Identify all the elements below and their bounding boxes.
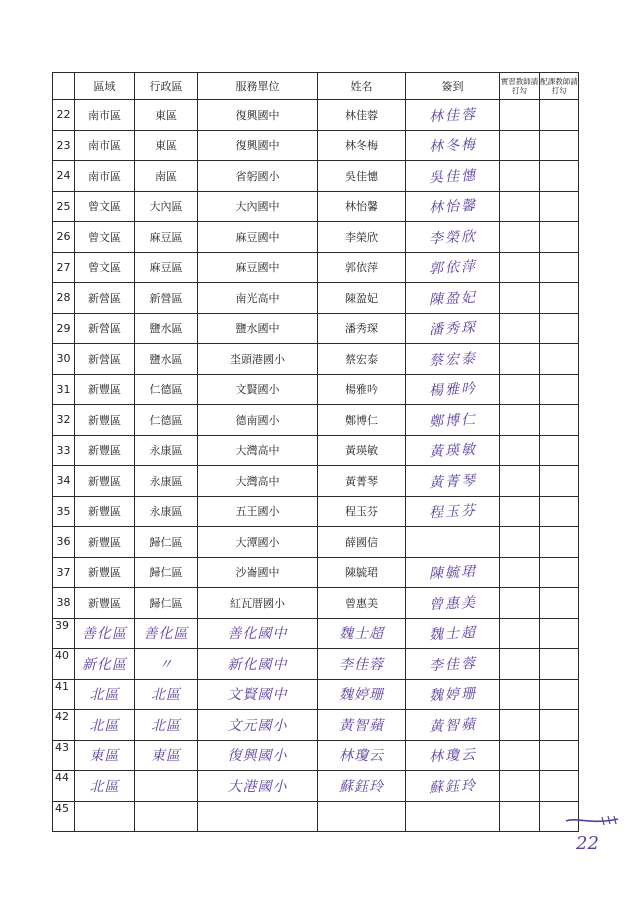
course-check-cell	[540, 679, 579, 710]
signature: 陳盈妃	[428, 289, 477, 308]
cell-sign	[406, 618, 500, 649]
intern-check-cell	[500, 710, 540, 741]
signature: 林瓊云	[428, 747, 477, 766]
cell-district	[75, 679, 135, 710]
signature: 吳佳憓	[428, 167, 477, 186]
handwritten-district: 東區	[89, 748, 120, 765]
cell-name	[318, 771, 406, 802]
cell-district: 新豐區	[75, 588, 135, 619]
handwritten-name: 李佳蓉	[339, 656, 384, 673]
cell-num: 26	[53, 222, 75, 253]
cell-unit: 紅瓦厝國小	[198, 588, 318, 619]
cell-admin: 大內區	[135, 191, 198, 222]
signature: 魏士超	[428, 625, 477, 644]
intern-check-cell	[500, 740, 540, 771]
cell-sign	[406, 710, 500, 741]
cell-unit: 大灣高中	[198, 435, 318, 466]
intern-check-cell	[500, 130, 540, 161]
cell-admin: 麻豆區	[135, 222, 198, 253]
signin-table	[52, 72, 579, 832]
cell-district	[75, 771, 135, 802]
course-check-cell	[540, 283, 579, 314]
cell-admin: 麻豆區	[135, 252, 198, 283]
cell-district: 南市區	[75, 130, 135, 161]
intern-check-cell	[500, 191, 540, 222]
cell-admin: 歸仁區	[135, 557, 198, 588]
cell-unit: 大灣高中	[198, 466, 318, 497]
table-row	[53, 161, 579, 192]
signature: 曾惠美	[428, 594, 477, 613]
signature: 林怡馨	[428, 198, 477, 217]
table-row-handwritten	[53, 649, 579, 680]
table-row	[53, 374, 579, 405]
cell-sign	[406, 557, 500, 588]
handwritten-district: 善化區	[82, 626, 127, 643]
cell-sign	[406, 771, 500, 802]
cell-unit	[198, 801, 318, 832]
signature: 李榮欣	[428, 228, 477, 247]
table-row	[53, 191, 579, 222]
course-check-cell	[540, 649, 579, 680]
handwritten-name: 林瓊云	[339, 748, 384, 765]
cell-unit: 坔頭港國小	[198, 344, 318, 375]
cell-name: 楊雅吟	[318, 374, 406, 405]
cell-sign	[406, 191, 500, 222]
cell-num	[53, 618, 75, 649]
cell-name: 黃瑛敏	[318, 435, 406, 466]
intern-check-cell	[500, 771, 540, 802]
table-row	[53, 405, 579, 436]
cell-admin: 東區	[135, 130, 198, 161]
handwritten-unit: 大港國小	[227, 778, 288, 795]
signature: 程玉芬	[428, 503, 477, 522]
course-check-cell	[540, 313, 579, 344]
cell-district: 曾文區	[75, 222, 135, 253]
cell-num: 32	[53, 405, 75, 436]
intern-check-cell	[500, 496, 540, 527]
signature: 楊雅吟	[428, 381, 477, 400]
cell-unit: 麻豆國中	[198, 222, 318, 253]
cell-admin: 歸仁區	[135, 527, 198, 558]
cell-sign	[406, 466, 500, 497]
cell-district: 新豐區	[75, 496, 135, 527]
course-check-cell	[540, 161, 579, 192]
course-check-cell	[540, 771, 579, 802]
intern-check-cell	[500, 313, 540, 344]
table-row	[53, 222, 579, 253]
handwritten-admin: 善化區	[143, 626, 189, 643]
cell-num: 25	[53, 191, 75, 222]
cell-district	[75, 801, 135, 832]
cell-num: 22	[53, 100, 75, 131]
course-check-cell	[540, 191, 579, 222]
handwritten-unit: 善化國中	[227, 626, 288, 643]
course-check-cell	[540, 344, 579, 375]
cell-name: 陳盈妃	[318, 283, 406, 314]
handwritten-unit: 文賢國中	[227, 687, 288, 704]
cell-unit: 大潭國小	[198, 527, 318, 558]
cell-num: 33	[53, 435, 75, 466]
handwritten-name: 魏士超	[339, 626, 384, 643]
table-row	[53, 313, 579, 344]
course-check-cell	[540, 374, 579, 405]
table-row	[53, 130, 579, 161]
cell-admin: 仁德區	[135, 374, 198, 405]
cell-num: 29	[53, 313, 75, 344]
cell-district: 南市區	[75, 161, 135, 192]
cell-district: 新豐區	[75, 374, 135, 405]
cell-unit: 麻豆國中	[198, 252, 318, 283]
cell-sign	[406, 801, 500, 832]
cell-district: 曾文區	[75, 252, 135, 283]
signature: 蘇鈺玲	[428, 777, 477, 796]
intern-check-cell	[500, 649, 540, 680]
cell-sign	[406, 374, 500, 405]
handwritten-name: 蘇鈺玲	[339, 778, 384, 795]
cell-unit: 鹽水國中	[198, 313, 318, 344]
cell-num	[53, 679, 75, 710]
cell-sign	[406, 740, 500, 771]
table-row	[53, 557, 579, 588]
handwritten-unit: 復興國小	[227, 748, 288, 765]
intern-check-cell	[500, 283, 540, 314]
header-unit: 服務單位	[198, 73, 318, 100]
handwritten-name: 黃智蘋	[339, 717, 384, 734]
row-number: 45	[55, 801, 69, 815]
cell-district	[75, 649, 135, 680]
signature: 黃瑛敏	[428, 442, 477, 461]
cell-name: 程玉芬	[318, 496, 406, 527]
intern-check-cell	[500, 679, 540, 710]
cell-unit	[198, 771, 318, 802]
table-row-handwritten	[53, 710, 579, 741]
row-number: 40	[55, 649, 69, 662]
course-check-cell	[540, 710, 579, 741]
cell-sign	[406, 130, 500, 161]
handwritten-district: 北區	[89, 717, 120, 734]
cell-sign	[406, 435, 500, 466]
signature: 陳毓珺	[428, 564, 477, 583]
cell-admin	[135, 679, 198, 710]
cell-admin: 永康區	[135, 466, 198, 497]
table-row	[53, 466, 579, 497]
cell-num	[53, 801, 75, 832]
header-admin: 行政區	[135, 73, 198, 100]
cell-sign	[406, 313, 500, 344]
table-row	[53, 435, 579, 466]
cell-unit	[198, 679, 318, 710]
table-row-handwritten	[53, 679, 579, 710]
intern-check-cell	[500, 374, 540, 405]
cell-sign	[406, 527, 500, 558]
cell-num: 28	[53, 283, 75, 314]
cell-sign	[406, 588, 500, 619]
cell-district	[75, 740, 135, 771]
intern-check-cell	[500, 618, 540, 649]
handwritten-admin: 〃	[158, 656, 174, 673]
cell-district	[75, 710, 135, 741]
cell-district: 新豐區	[75, 527, 135, 558]
cell-district: 新豐區	[75, 405, 135, 436]
cell-unit	[198, 740, 318, 771]
handwritten-unit: 文元國小	[227, 717, 288, 734]
course-check-cell	[540, 222, 579, 253]
cell-unit: 復興國中	[198, 130, 318, 161]
signature: 黃智蘋	[428, 716, 477, 735]
cell-name: 鄭博仁	[318, 405, 406, 436]
cell-unit: 德南國小	[198, 405, 318, 436]
handwritten-district: 北區	[89, 687, 120, 704]
intern-check-cell	[500, 466, 540, 497]
cell-sign	[406, 649, 500, 680]
signature: 黃菁琴	[428, 472, 477, 491]
cell-admin: 新營區	[135, 283, 198, 314]
cell-sign	[406, 161, 500, 192]
cell-admin	[135, 771, 198, 802]
handwritten-name: 魏婷珊	[339, 687, 384, 704]
signature: 潘秀琛	[428, 320, 477, 339]
cell-num: 37	[53, 557, 75, 588]
cell-num: 36	[53, 527, 75, 558]
intern-check-cell	[500, 252, 540, 283]
signature: 李佳蓉	[428, 655, 477, 674]
cell-admin	[135, 649, 198, 680]
cell-unit: 五王國小	[198, 496, 318, 527]
cell-name: 曾惠美	[318, 588, 406, 619]
cell-name	[318, 710, 406, 741]
cell-name: 蔡宏泰	[318, 344, 406, 375]
cell-sign	[406, 252, 500, 283]
cell-sign	[406, 222, 500, 253]
corner-scribble	[562, 815, 622, 857]
header-row	[53, 73, 579, 100]
handwritten-admin: 北區	[151, 687, 181, 704]
handwritten-district: 北區	[89, 778, 120, 795]
intern-check-cell	[500, 588, 540, 619]
row-number: 43	[55, 740, 69, 754]
cell-sign	[406, 405, 500, 436]
cell-unit: 省躬國小	[198, 161, 318, 192]
intern-check-cell	[500, 801, 540, 832]
intern-check-cell	[500, 527, 540, 558]
cell-name: 林佳蓉	[318, 100, 406, 131]
cell-num: 23	[53, 130, 75, 161]
intern-check-cell	[500, 344, 540, 375]
signature: 林冬梅	[428, 137, 477, 156]
cell-num: 27	[53, 252, 75, 283]
cell-admin	[135, 740, 198, 771]
course-check-cell	[540, 557, 579, 588]
table-row	[53, 100, 579, 131]
intern-check-cell	[500, 161, 540, 192]
table-row	[53, 588, 579, 619]
cell-admin	[135, 801, 198, 832]
course-check-cell	[540, 466, 579, 497]
row-number: 42	[55, 710, 69, 723]
cell-unit: 沙崙國中	[198, 557, 318, 588]
table-row-handwritten	[53, 618, 579, 649]
cell-unit	[198, 618, 318, 649]
cell-num	[53, 771, 75, 802]
cell-num: 38	[53, 588, 75, 619]
cell-num: 30	[53, 344, 75, 375]
handwritten-admin: 北區	[151, 717, 181, 734]
cell-name: 李榮欣	[318, 222, 406, 253]
table-row	[53, 496, 579, 527]
course-check-cell	[540, 435, 579, 466]
signature: 魏婷珊	[428, 686, 477, 705]
handwritten-unit: 新化國中	[227, 656, 288, 673]
cell-admin	[135, 710, 198, 741]
cell-name: 林冬梅	[318, 130, 406, 161]
cell-unit	[198, 649, 318, 680]
course-check-cell	[540, 100, 579, 131]
header-num	[53, 73, 75, 100]
header-course-check: 配課教師請打勾	[540, 73, 579, 100]
signature: 郭依萍	[428, 259, 477, 278]
cell-admin: 永康區	[135, 435, 198, 466]
header-intern-check: 實習教師請打勾	[500, 73, 540, 100]
cell-name: 黃菁琴	[318, 466, 406, 497]
cell-name	[318, 649, 406, 680]
cell-admin: 南區	[135, 161, 198, 192]
cell-district: 新豐區	[75, 466, 135, 497]
cell-num: 24	[53, 161, 75, 192]
row-number: 39	[55, 618, 69, 632]
cell-admin: 仁德區	[135, 405, 198, 436]
signature: 鄭博仁	[428, 411, 477, 430]
course-check-cell	[540, 405, 579, 436]
table-row	[53, 344, 579, 375]
course-check-cell	[540, 252, 579, 283]
table-row-handwritten	[53, 801, 579, 832]
cell-district: 新營區	[75, 344, 135, 375]
handwritten-admin: 東區	[151, 748, 181, 765]
cell-admin: 歸仁區	[135, 588, 198, 619]
intern-check-cell	[500, 100, 540, 131]
cell-district: 曾文區	[75, 191, 135, 222]
cell-district: 新營區	[75, 313, 135, 344]
cell-district	[75, 618, 135, 649]
cell-name: 林怡馨	[318, 191, 406, 222]
cell-unit: 大內國中	[198, 191, 318, 222]
cell-sign	[406, 344, 500, 375]
cell-admin: 東區	[135, 100, 198, 131]
cell-district: 新豐區	[75, 557, 135, 588]
cell-admin: 鹽水區	[135, 313, 198, 344]
cell-num	[53, 740, 75, 771]
table-row-handwritten	[53, 771, 579, 802]
cell-num: 31	[53, 374, 75, 405]
row-number: 41	[55, 679, 69, 693]
cell-sign	[406, 283, 500, 314]
cell-admin	[135, 618, 198, 649]
cell-num: 34	[53, 466, 75, 497]
cell-name: 吳佳憓	[318, 161, 406, 192]
cell-num	[53, 710, 75, 741]
cell-name: 薛國信	[318, 527, 406, 558]
handwritten-district: 新化區	[82, 656, 127, 673]
cell-num	[53, 649, 75, 680]
signature: 蔡宏泰	[428, 350, 477, 369]
cell-district: 南市區	[75, 100, 135, 131]
header-district: 區域	[75, 73, 135, 100]
table-row	[53, 252, 579, 283]
cell-name	[318, 618, 406, 649]
header-sign: 簽到	[406, 73, 500, 100]
table-row	[53, 283, 579, 314]
signature: 林佳蓉	[428, 106, 477, 125]
cell-name	[318, 801, 406, 832]
cell-unit: 文賢國小	[198, 374, 318, 405]
cell-name: 郭依萍	[318, 252, 406, 283]
table-body	[53, 100, 579, 832]
intern-check-cell	[500, 405, 540, 436]
cell-name: 潘秀琛	[318, 313, 406, 344]
course-check-cell	[540, 496, 579, 527]
cell-name	[318, 740, 406, 771]
cell-sign	[406, 100, 500, 131]
cell-unit: 南光高中	[198, 283, 318, 314]
intern-check-cell	[500, 222, 540, 253]
course-check-cell	[540, 618, 579, 649]
cell-sign	[406, 679, 500, 710]
header-name: 姓名	[318, 73, 406, 100]
table-row-handwritten	[53, 740, 579, 771]
cell-district: 新豐區	[75, 435, 135, 466]
intern-check-cell	[500, 435, 540, 466]
course-check-cell	[540, 527, 579, 558]
intern-check-cell	[500, 557, 540, 588]
course-check-cell	[540, 130, 579, 161]
cell-unit: 復興國中	[198, 100, 318, 131]
cell-unit	[198, 710, 318, 741]
cell-district: 新營區	[75, 283, 135, 314]
cell-num: 35	[53, 496, 75, 527]
corner-number: 22	[576, 833, 599, 854]
course-check-cell	[540, 588, 579, 619]
row-number: 44	[55, 771, 69, 784]
table-row	[53, 527, 579, 558]
cell-name: 陳毓珺	[318, 557, 406, 588]
cell-name	[318, 679, 406, 710]
cell-admin: 鹽水區	[135, 344, 198, 375]
cell-sign	[406, 496, 500, 527]
cell-admin: 永康區	[135, 496, 198, 527]
course-check-cell	[540, 740, 579, 771]
